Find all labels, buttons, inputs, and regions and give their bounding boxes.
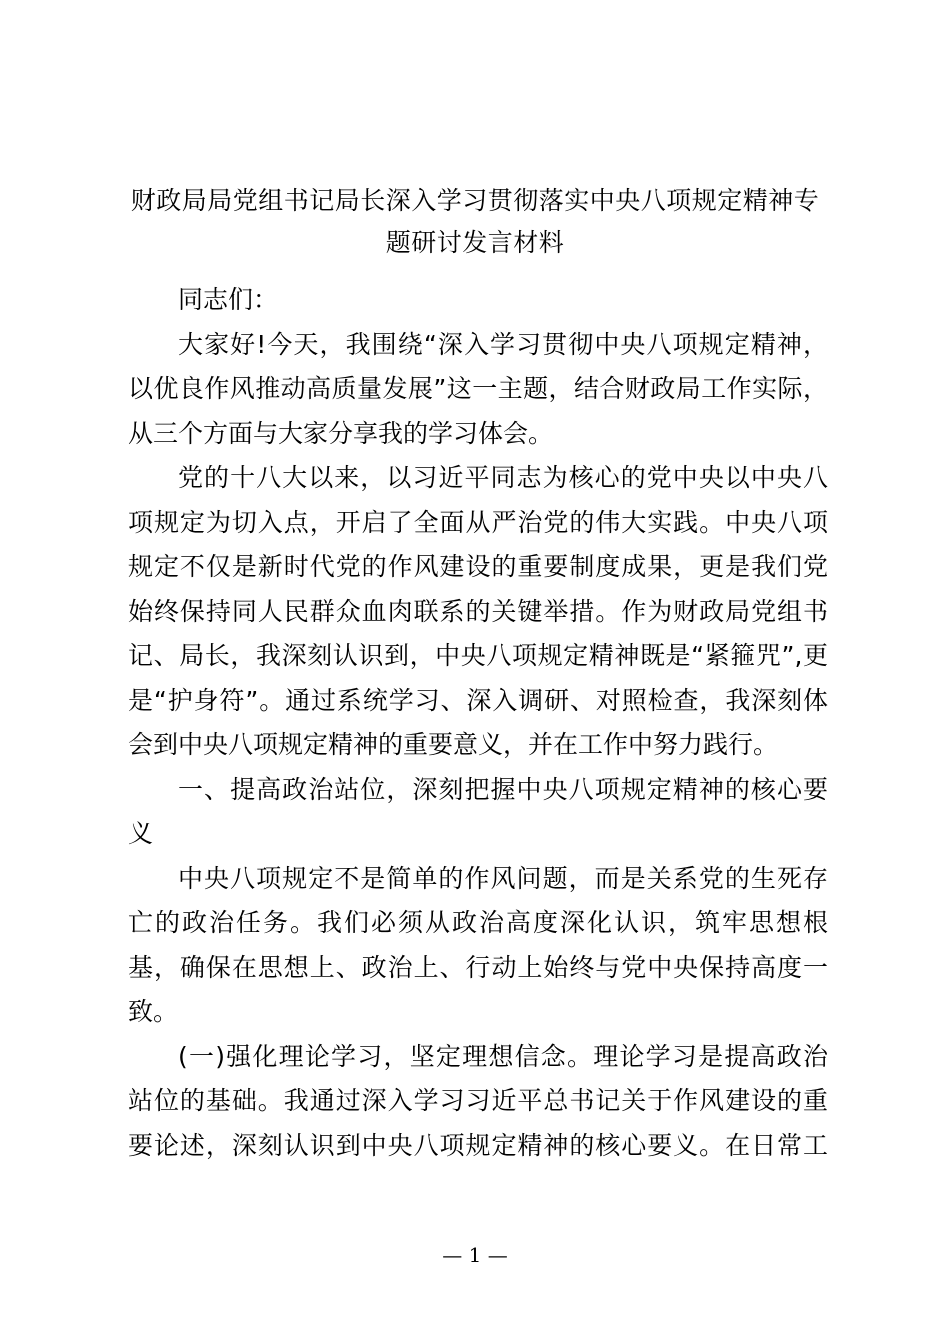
text-line: 记、局长，我深刻认识到，中央八项规定精神既是“紧箍咒”,更 <box>128 641 828 670</box>
text-line: 会到中央八项规定精神的重要意义，并在工作中努力践行。 <box>128 730 779 759</box>
text-line: 中央八项规定不是简单的作风问题，而是关系党的生死存 <box>178 863 828 893</box>
page-number: — 1 — <box>442 1243 508 1267</box>
section-1-paragraph <box>128 857 828 1035</box>
text-line: 要论述，深刻认识到中央八项规定精神的核心要义。在日常工 <box>128 1130 828 1160</box>
text-line: 基，确保在思想上、政治上、行动上始终与党中央保持高度一 <box>128 952 828 982</box>
text-line: 始终保持同人民群众血肉联系的关键举措。作为财政局党组书 <box>128 596 828 626</box>
subsection-1-paragraph <box>128 1035 828 1169</box>
text-line: 大家好!今天，我围绕“深入学习贯彻中央八项规定精神， <box>178 329 828 359</box>
text-line: 站位的基础。我通过深入学习习近平总书记关于作风建设的重 <box>128 1086 828 1115</box>
greeting-paragraph <box>128 323 828 457</box>
text-line: 党的十八大以来，以习近平同志为核心的党中央以中央八 <box>178 463 828 492</box>
text-line: (一)强化理论学习，坚定理想信念。理论学习是提高政治 <box>178 1041 828 1071</box>
section-heading-1 <box>128 768 828 857</box>
title-line-1: 财政局局党组书记局长深入学习贯彻落实中央八项规定精神专 <box>130 186 820 215</box>
salutation-paragraph <box>128 278 828 323</box>
text-line: 亡的政治任务。我们必须从政治高度深化认识，筑牢思想根 <box>128 908 828 937</box>
text-line: 从三个方面与大家分享我的学习体会。 <box>128 418 554 448</box>
text-line: 项规定为切入点，开启了全面从严治党的伟大实践。中央八项 <box>128 507 828 537</box>
text-line: 同志们： <box>178 285 279 314</box>
document-title <box>120 180 830 264</box>
text-line: 以优良作风推动高质量发展”这一主题，结合财政局工作实际， <box>128 374 828 403</box>
intro-paragraph <box>128 456 828 768</box>
text-line: 一、提高政治站位，深刻把握中央八项规定精神的核心要 <box>178 774 828 804</box>
text-line: 是“护身符”。通过系统学习、深入调研、对照检查，我深刻体 <box>128 685 828 715</box>
text-line: 义 <box>128 819 154 848</box>
document-body <box>128 278 828 1168</box>
text-line: 规定不仅是新时代党的作风建设的重要制度成果，更是我们党 <box>128 552 828 581</box>
text-line: 致。 <box>128 997 179 1026</box>
title-line-2: 题研讨发言材料 <box>385 228 565 257</box>
